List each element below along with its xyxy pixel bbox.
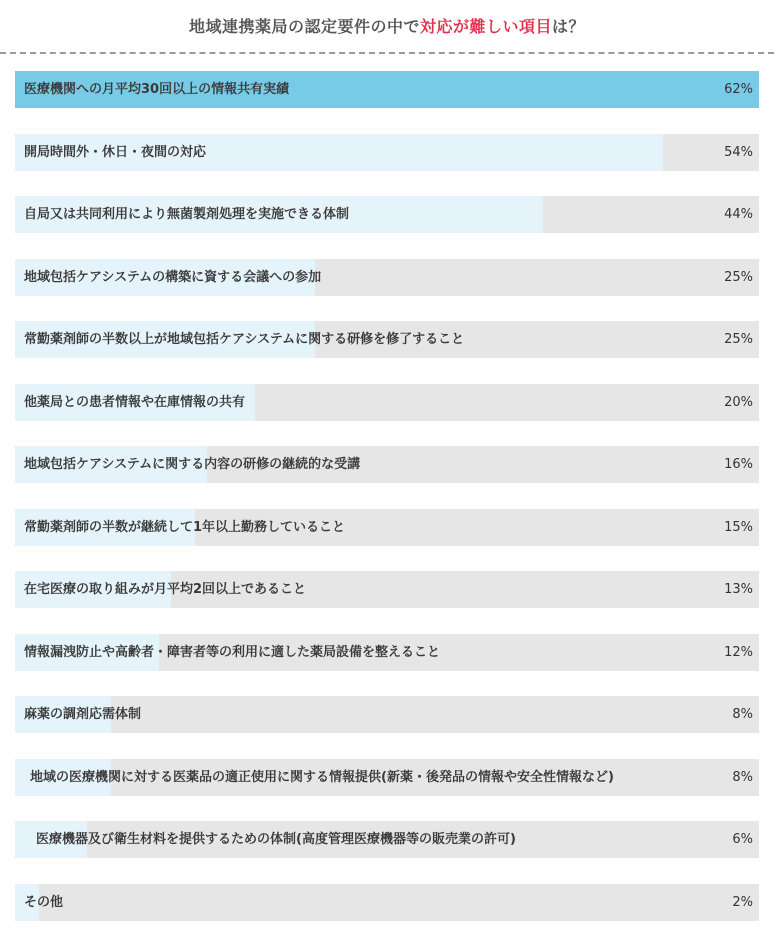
bar-value-label: 20% (724, 395, 753, 410)
bar-category-label: その他 (24, 895, 64, 910)
bar-category-label: 他薬局との患者情報や在庫情報の共有 (24, 395, 246, 410)
bar-value-label: 8% (732, 770, 753, 785)
bar-row (15, 71, 759, 108)
bar-value-label: 13% (724, 582, 753, 597)
chart-title-accent: 対応が難しい項目 (419, 17, 552, 36)
bar-row (15, 759, 759, 796)
bar-row (15, 821, 759, 858)
bar-value-label: 6% (732, 832, 753, 847)
bar-category-label: 医療機器及び衛生材料を提供するための体制(高度管理医療機器等の販売業の許可) (36, 832, 516, 847)
bar-row (15, 446, 759, 483)
bar-category-label: 常勤薬剤師の半数以上が地域包括ケアシステムに関する研修を修了すること (24, 332, 465, 347)
bar-category-label: 自局又は共同利用により無菌製剤処理を実施できる体制 (24, 207, 350, 222)
chart-title-prefix: 地域連携薬局の認定要件の中で (188, 17, 420, 36)
bar-value-label: 8% (732, 707, 753, 722)
bar-value-label: 16% (724, 457, 753, 472)
bar-value-label: 25% (724, 270, 753, 285)
bar-category-label: 常勤薬剤師の半数が継続して1年以上勤務していること (24, 520, 346, 535)
bar-category-label: 地域包括ケアシステムに関する内容の研修の継続的な受講 (24, 457, 361, 472)
bar-row (15, 321, 759, 358)
bar-row (15, 384, 759, 421)
bar-value-label: 12% (724, 645, 753, 660)
bar-category-label: 在宅医療の取り組みが月平均2回以上であること (24, 582, 307, 597)
bar-value-label: 62% (724, 82, 753, 97)
bar-value-label: 2% (732, 895, 753, 910)
bar-value-label: 44% (724, 207, 753, 222)
bar-category-label: 麻薬の調剤応需体制 (24, 707, 142, 722)
bar-row (15, 196, 759, 233)
bar-category-label: 地域包括ケアシステムの構築に資する会議への参加 (24, 270, 322, 285)
chart-title-suffix: は？ (552, 17, 586, 36)
bar-value-label: 25% (724, 332, 753, 347)
bar-row (15, 134, 759, 171)
bar-row (15, 634, 759, 671)
bar-category-label: 医療機関への月平均30回以上の情報共有実績 (24, 82, 290, 97)
bar-category-label: 開局時間外・休日・夜間の対応 (24, 145, 207, 160)
bar-row (15, 571, 759, 608)
bar-value-label: 54% (724, 145, 753, 160)
bar-row (15, 696, 759, 733)
bar-value-label: 15% (724, 520, 753, 535)
bar-row (15, 509, 759, 546)
bar-category-label: 地域の医療機関に対する医薬品の適正使用に関する情報提供(新薬・後発品の情報や安全性情報など) (30, 770, 614, 785)
bar-row (15, 884, 759, 921)
bar-category-label: 情報漏洩防止や高齢者・障害者等の利用に適した薬局設備を整えること (24, 645, 441, 660)
bar-row (15, 259, 759, 296)
